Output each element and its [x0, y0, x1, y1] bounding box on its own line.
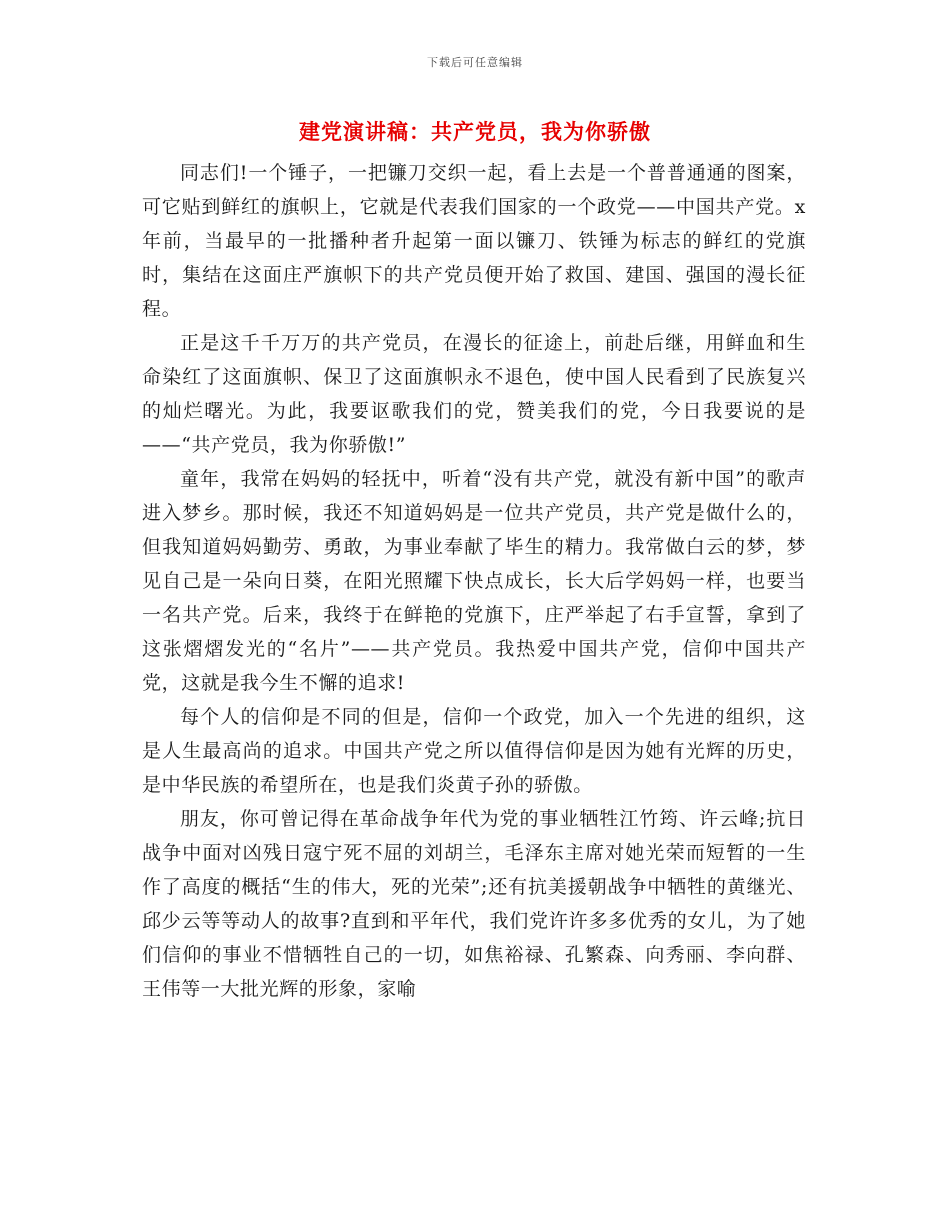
- paragraph-2: 正是这千千万万的共产党员，在漫长的征途上，前赴后继，用鲜血和生命染红了这面旗帜、保卫了这面旗帜永不退色，使中国人民看到了民族复兴的灿烂曙光。为此，我要讴歌我们的党，赞美我们的党，今日我要说的是——“共产党员，我为你骄傲!”: [142, 332, 806, 456]
- document-body: [142, 156, 806, 1006]
- paragraph-4: 每个人的信仰是不同的但是，信仰一个政党，加入一个先进的组织，这是人生最高尚的追求。中国共产党之所以值得信仰是因为她有光辉的历史，是中华民族的希望所在，也是我们炎黄子孙的骄傲。: [142, 706, 806, 796]
- paragraph-3: 童年，我常在妈妈的轻抚中，听着“没有共产党，就没有新中国”的歌声进入梦乡。那时候，我还不知道妈妈是一位共产党员，共产党是做什么的，但我知道妈妈勤劳、勇敢，为事业奉献了毕生的精力。我常做白云的梦，梦见自己是一朵向日葵，在阳光照耀下快点成长，长大后学妈妈一样，也要当一名共产党。后来，我终于在鲜艳的党旗下，庄严举起了右手宣誓，拿到了这张熠熠发光的“名片”——共产党员。我热爱中国共产党，信仰中国共产党，这就是我今生不懈的追求!: [142, 468, 806, 694]
- page-header-note: 下载后可任意编辑: [427, 56, 523, 69]
- paragraph-5: 朋友，你可曾记得在革命战争年代为党的事业牺牲江竹筠、许云峰;抗日战争中面对凶残日寇宁死不屈的刘胡兰，毛泽东主席对她光荣而短暂的一生作了高度的概括“生的伟大，死的光荣”;还有抗美援朝战争中牺牲的黄继光、邱少云等等动人的故事?直到和平年代，我们党许许多多优秀的女儿，为了她们信仰的事业不惜牺牲自己的一切，如焦裕禄、孔繁森、向秀丽、李向群、王伟等一大批光辉的形象，家喻: [142, 808, 806, 1000]
- document-title: 建党演讲稿：共产党员，我为你骄傲: [299, 119, 651, 144]
- paragraph-1: 同志们!一个锤子，一把镰刀交织一起，看上去是一个普普通通的图案，可它贴到鲜红的旗帜上，它就是代表我们国家的一个政党——中国共产党。x年前，当最早的一批播种者升起第一面以镰刀、铁锤为标志的鲜红的党旗时，集结在这面庄严旗帜下的共产党员便开始了救国、建国、强国的漫长征程。: [142, 162, 806, 320]
